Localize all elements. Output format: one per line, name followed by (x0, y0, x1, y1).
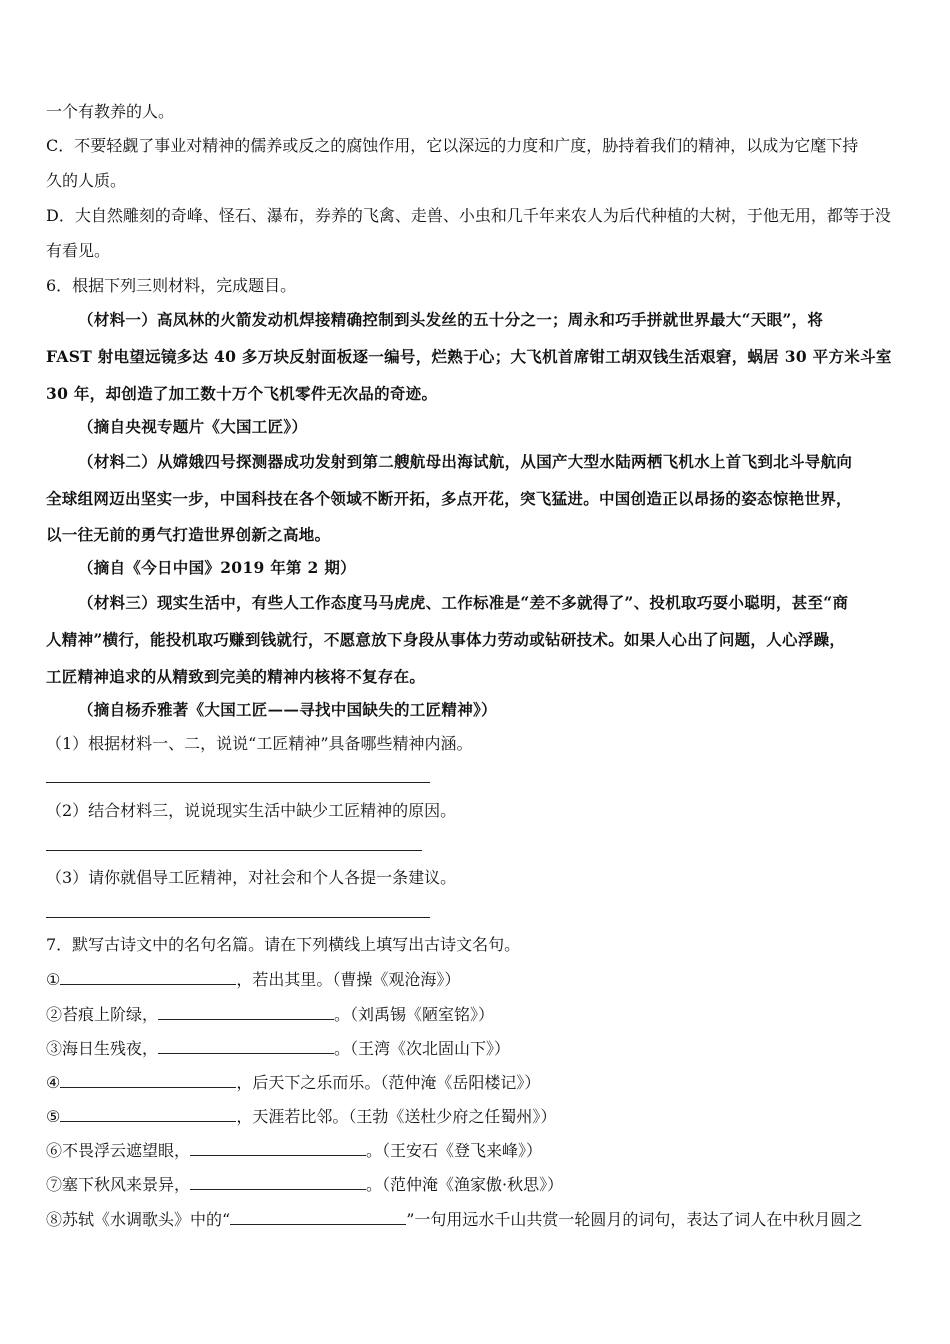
poem-item-7-prefix: ⑦塞下秋风来景异， (46, 1175, 191, 1194)
poem-item-4-suffix: ，后天下之乐而乐。（范仲淹《岳阳楼记》） (236, 1073, 541, 1092)
poem-item-5-suffix: ，天涯若比邻。（王勃《送杜少府之任蜀州》） (236, 1107, 557, 1126)
poem-item-6 (46, 1139, 542, 1162)
poem-item-6-suffix: 。（王安石《登飞来峰》） (366, 1141, 543, 1160)
answer-blank-1[interactable] (46, 782, 430, 783)
sub-question-3: （3）请你就倡导工匠精神，对社会和个人各提一条建议。 (46, 868, 457, 887)
option-d-line-2: 有看见。 (46, 241, 111, 260)
poem-item-1-prefix: ① (46, 970, 61, 989)
material-2-line-1: （材料二）从嫦娥四号探测器成功发射到第二艘航母出海试航，从国产大型水陆两栖飞机水上首飞到北斗导航向 (78, 452, 853, 471)
material-1-line-1: （材料一）高凤林的火箭发动机焊接精确控制到头发丝的五十分之一；周永和巧手拼就世界最大“天眼”，将 (78, 310, 824, 329)
poem-item-2-suffix: 。（刘禹锡《陋室铭》） (334, 1005, 495, 1024)
material-1-line-2: FAST 射电望远镜多达 40 多万块反射面板逐一编号，烂熟于心；大飞机首席钳工胡双钱生活艰窘，蜗居 30 平方米斗室 (46, 347, 892, 366)
material-1-source: （摘自央视专题片《大国工匠》） (78, 417, 308, 436)
poem-item-1-suffix: ，若出其里。（曹操《观沧海》） (236, 970, 461, 989)
material-1-line-3: 30 年，却创造了加工数十万个飞机零件无次品的奇迹。 (46, 384, 438, 403)
answer-blank-2[interactable] (46, 850, 422, 851)
poem-blank-8[interactable] (230, 1208, 406, 1225)
poem-blank-2[interactable] (158, 1003, 334, 1020)
material-3-line-1: （材料三）现实生活中，有些人工作态度马马虎虎、工作标准是“差不多就得了”、投机取巧耍小聪明，甚至“商 (78, 593, 849, 612)
poem-blank-5[interactable] (60, 1105, 236, 1122)
q6-title: 6．根据下列三则材料，完成题目。 (46, 276, 297, 295)
poem-item-4 (46, 1071, 540, 1094)
material-3-line-2: 人精神”横行，能投机取巧赚到钱就行，不愿意放下身段从事体力劳动或钻研技术。如果人心出了问题，人心浮躁， (46, 630, 846, 649)
option-c-line-2: 久的人质。 (46, 171, 127, 190)
q5-text-line: 一个有教养的人。 (46, 102, 175, 121)
poem-item-4-prefix: ④ (46, 1073, 61, 1092)
poem-blank-4[interactable] (60, 1071, 236, 1088)
poem-item-8-prefix: ⑧苏轼《水调歌头》中的“ (46, 1210, 231, 1229)
poem-item-8 (46, 1208, 862, 1231)
material-2-line-2: 全球组网迈出坚实一步，中国科技在各个领域不断开拓，多点开花，突飞猛进。中国创造正以昂扬的姿态惊艳世界， (46, 489, 852, 508)
material-3-source: （摘自杨乔雅著《大国工匠——寻找中国缺失的工匠精神》） (78, 700, 497, 719)
poem-item-3-prefix: ③海日生残夜， (46, 1039, 159, 1058)
material-2-line-3: 以一往无前的勇气打造世界创新之高地。 (46, 525, 331, 544)
poem-item-3-suffix: 。（王湾《次北固山下》） (334, 1039, 511, 1058)
option-c-line-1: C．不要轻觑了事业对精神的儒养或反之的腐蚀作用，它以深远的力度和广度，胁持着我们的精神，以成为它麾下持 (46, 136, 859, 155)
sub-question-2: （2）结合材料三，说说现实生活中缺少工匠精神的原因。 (46, 801, 457, 820)
poem-blank-1[interactable] (60, 968, 236, 985)
poem-item-3 (46, 1037, 510, 1060)
poem-item-5-prefix: ⑤ (46, 1107, 61, 1126)
poem-item-7 (46, 1173, 563, 1196)
poem-item-6-prefix: ⑥不畏浮云遮望眼， (46, 1141, 191, 1160)
sub-question-1: （1）根据材料一、二，说说“工匠精神”具备哪些精神内涵。 (46, 734, 473, 753)
poem-item-5 (46, 1105, 556, 1128)
poem-blank-3[interactable] (158, 1037, 334, 1054)
poem-item-7-suffix: 。（范仲淹《渔家傲·秋思》） (366, 1175, 564, 1194)
poem-item-2 (46, 1003, 494, 1026)
poem-item-2-prefix: ②苔痕上阶绿， (46, 1005, 159, 1024)
poem-item-1 (46, 968, 460, 991)
poem-blank-6[interactable] (190, 1139, 366, 1156)
material-3-line-3: 工匠精神追求的从精致到完美的精神内核将不复存在。 (46, 667, 426, 686)
q7-title: 7．默写古诗文中的名句名篇。请在下列横线上填写出古诗文名句。 (46, 935, 521, 954)
poem-item-8-suffix: ”一句用远水千山共赏一轮圆月的词句，表达了词人在中秋月圆之 (406, 1210, 863, 1229)
material-2-source: （摘自《今日中国》2019 年第 2 期） (78, 558, 356, 577)
option-d-line-1: D．大自然雕刻的奇峰、怪石、瀑布，券养的飞禽、走兽、小虫和几千年来农人为后代种植的大树，于他无用，都等于没 (46, 206, 891, 225)
poem-blank-7[interactable] (190, 1173, 366, 1190)
answer-blank-3[interactable] (46, 917, 430, 918)
